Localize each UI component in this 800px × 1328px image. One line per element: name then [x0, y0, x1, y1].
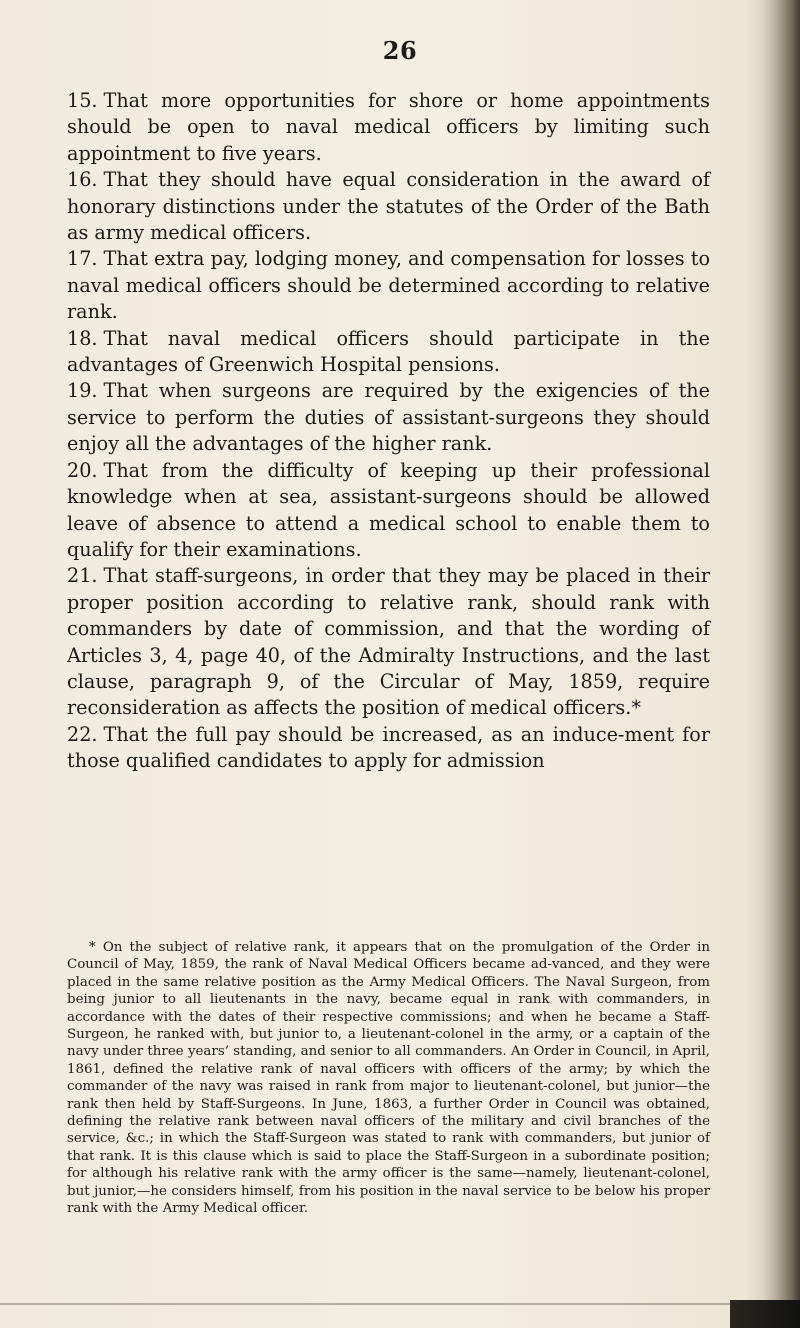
paragraph-17: [67, 246, 710, 325]
paragraph-15: [67, 88, 710, 167]
paragraph-text: That they should have equal consideration in the award of honorary distinctions under the statutes of the Order of the Bath as army medical officers.: [67, 168, 710, 245]
bottom-rule: [0, 1303, 740, 1305]
paragraph-21: [67, 563, 710, 721]
paragraph-text: That the full pay should be increased, as an induce-ment for those qualified candidates to apply for admission: [67, 722, 710, 773]
paragraph-number: 17.: [67, 247, 98, 271]
body-text: [67, 88, 710, 775]
paragraph-number: 22.: [67, 722, 98, 746]
paragraph-text: That staff-surgeons, in order that they may be placed in their proper position according to relative rank, should rank with commanders by date of commission, and that the wording of Articles 3, 4, page 40, of the Admiralty Instructions, and the last clause, paragraph 9, of the Circular of May, 1859, require reconsideration as affects the position of medical officers.*: [67, 564, 710, 720]
paragraph-20: [67, 458, 710, 564]
paragraph-number: 20.: [67, 458, 98, 482]
paragraph-22: [67, 722, 710, 775]
paragraph-text: That from the difficulty of keeping up their professional knowledge when at sea, assistant-surgeons should be allowed leave of absence to attend a medical school to enable them to qualify for their examinations.: [67, 458, 710, 561]
footnote-text: * On the subject of relative rank, it appears that on the promulgation of the Order in Council of May, 1859, the rank of Naval Medical Officers became ad-vanced, and they were placed in the same relative position as the Army Medical Officers. The Naval Surgeon, from being junior to all lieutenants in the navy, became equal in rank with commanders, in accordance with the dates of their respective commissions; and when he became a Staff-Surgeon, he ranked with, but junior to, a lieutenant-colonel in the army, or a captain of the navy under three years’ standing, and senior to all commanders. An Order in Council, in April, 1861, defined the relative rank of naval officers with officers of the army; by which the commander of the navy was raised in rank from major to lieutenant-colonel, but junior—the rank then held by Staff-Surgeons. In June, 1863, a further Order in Council was obtained, defining the relative rank between naval officers of the military and civil branches of the service, &c.; in which the Staff-Surgeon was stated to rank with commanders, but junior of that rank. It is this clause which is said to place the Staff-Surgeon in a subordinate position; for although his relative rank with the army officer is the same—namely, lieutenant-colonel, but junior,—he considers himself, from his position in the naval service to be below his proper rank with the Army Medical officer.: [67, 940, 710, 1217]
paragraph-19: [67, 378, 710, 457]
page-number: 26: [382, 36, 418, 65]
paragraph-16: [67, 167, 710, 246]
bottom-corner-shadow: [730, 1300, 800, 1328]
paragraph-number: 18.: [67, 326, 98, 350]
paragraph-number: 19.: [67, 379, 98, 403]
paragraph-text: That when surgeons are required by the exigencies of the service to perform the duties of assistant-surgeons they should enjoy all the advantages of the higher rank.: [67, 379, 710, 456]
footnote: [67, 939, 710, 1218]
paragraph-number: 21.: [67, 564, 98, 588]
paragraph-number: 15.: [67, 89, 98, 112]
paragraph-18: [67, 326, 710, 379]
paragraph-text: That extra pay, lodging money, and compensation for losses to naval medical officers should be determined according to relative rank.: [67, 247, 710, 324]
page-edge-shadow: [762, 0, 800, 1328]
paragraph-text: That naval medical officers should participate in the advantages of Greenwich Hospital pensions.: [67, 326, 710, 377]
paragraph-text: That more opportunities for shore or home appointments should be open to naval medical officers by limiting such appointment to five years.: [67, 89, 710, 165]
paragraph-number: 16.: [67, 168, 98, 192]
